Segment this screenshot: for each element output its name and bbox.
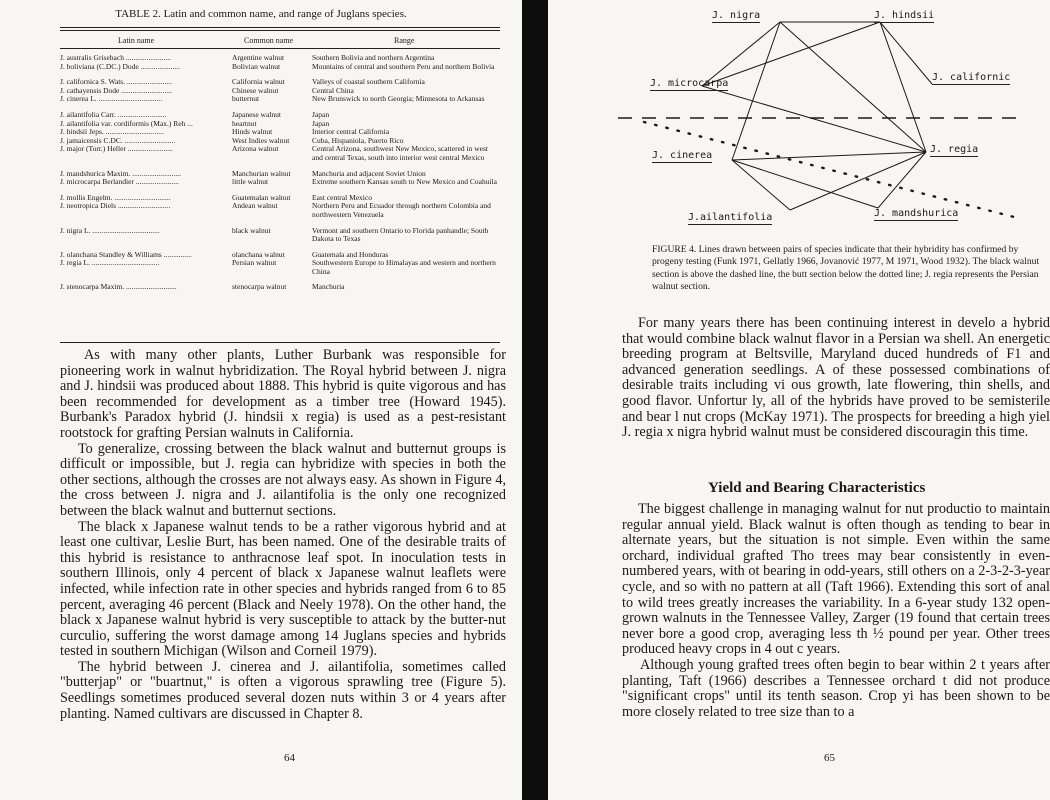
cell-common-name: black walnut: [232, 226, 271, 235]
cell-latin-name: J. hindsii Jeps. ...............................: [60, 128, 164, 137]
cell-common-name: Argentine walnut: [232, 54, 285, 62]
hybrid-line: [780, 22, 926, 152]
cell-latin-name: J. australis Grisebach ........................: [60, 54, 171, 62]
table-row: [60, 178, 500, 187]
cell-range: Vermont and southern Ontario to Florida panhandle; South Dakota to Texas: [312, 225, 489, 244]
hybrid-line: [702, 22, 780, 86]
cell-common-name: little walnut: [232, 178, 269, 187]
table-row: [60, 283, 500, 292]
cell-range: New Brunswick to north Georgia; Minnesota to Arkansas: [312, 94, 485, 104]
cell-latin-name: J. cinerea L. ..................................: [60, 95, 163, 104]
cell-common-name: Bolivian walnut: [232, 62, 281, 71]
table-row-gap: [60, 276, 500, 283]
header-latin: Latin name: [118, 36, 155, 45]
right-page: [548, 0, 1050, 800]
cell-latin-name: J. mandshurica Maxim. ..........................: [60, 169, 182, 178]
cell-common-name: stenocarpa walnut: [232, 283, 287, 292]
label-regia: J. regia: [930, 144, 979, 155]
cell-range: Mountains of central and southern Peru and northern Bolivia: [312, 61, 495, 71]
paragraph: To generalize, crossing between the black walnut and butternut groups is difficult or impossible, but J. regia can hybridize with species in both the other sections, although the crosses are not always easy. As shown in Figure 4, the cross between J. nigra and J. ailantifolia is the only one recognized between the black walnut and butternut sections.: [60, 440, 506, 519]
cell-common-name: Chinese walnut: [232, 86, 279, 95]
cell-common-name: West Indies walnut: [232, 136, 290, 145]
label-mandshurica: J. mandshurica: [874, 208, 959, 219]
cell-range: Extreme southern Kansas south to New Mexico and Coahuila: [312, 177, 497, 187]
right-body-text-1: [622, 316, 1050, 441]
paragraph: The biggest challenge in managing walnut for nut productio to maintain regular annual yield. Black walnut is often though as tending to bear in alternate years, but the situation is not simple. Even within the same orchard, individual grafted Tho trees may bear consistently in even-numbered years, with ot bearing in odd-years, still others on a 2-3-2-3-year cycle, and so with no pattern at all (Taft 1966). Extending this sort of anal to wild trees greatly increases the variability. In a 6-year study 132 open-grown walnuts in the Tennessee Valley, Zarger (19 found that certain trees never bore a good crop, averaging less th ½ pound per year. Other trees produced heavy crops in 4 out c years.: [622, 501, 1050, 658]
table-caption: TABLE 2. Latin and common name, and range of Juglans species.: [115, 8, 407, 20]
hybrid-lines-svg: [548, 0, 1050, 240]
cell-latin-name: J. cathayensis Dode ...........................: [60, 86, 172, 95]
table-row: [60, 95, 500, 104]
table-row-gap: [60, 104, 500, 111]
cell-latin-name: J. neotropica Diels ............................: [60, 202, 171, 211]
hybrid-line: [732, 152, 926, 160]
hybridization-diagram: [548, 0, 1050, 240]
hybrid-line: [732, 22, 780, 160]
hybrid-line: [732, 160, 790, 210]
left-page: [0, 0, 522, 800]
table-row-gap: [60, 163, 500, 170]
cell-common-name: Guatemalan walnut: [232, 193, 291, 202]
cell-latin-name: J. californica S. Wats. ........................: [60, 78, 172, 87]
page-number: 65: [824, 752, 835, 764]
label-californica: J. californic: [932, 72, 1011, 83]
paragraph: Although young grafted trees often begin to bear within 2 t years after planting, Taft (1966) describes a Tennessee orchard t did not produce "significant crops" until its tenth season. Crop yi has been shown to be more closely related to tree size than to a: [622, 656, 1050, 720]
table-row: [60, 78, 500, 87]
label-nigra: J. nigra: [712, 10, 761, 21]
cell-range: Northern Peru and Ecuador through northern Colombia and northwestern Venezuela: [312, 201, 491, 219]
label-hindsii: J. hindsii: [874, 10, 935, 21]
book-gutter: [522, 0, 548, 800]
label-microcarpa: J. microcarpa: [650, 78, 729, 89]
paragraph: The black x Japanese walnut tends to be a rather vigorous hybrid and at least one cultivar, Leslie Burt, has been named. One of the desirable traits of this hybrid is resistance to anthracnose leaf spot. In inoculation tests in southern Illinois, only 4 percent of black x Japanese walnut leaflets were infected, while infection rate in other species and hybrids ranged from 6 to 85 percent, averaging 46 percent (Black and Neely 1978). On the other hand, the black x Japanese walnut hybrid is very susceptible to attack by the butter-nut curculio, suffering the worst damage among 14 Juglans species and hybrids tested in southern Michigan (Wilson and Corneil 1979).: [60, 518, 506, 660]
section-heading: Yield and Bearing Characteristics: [708, 480, 926, 496]
paragraph: The hybrid between J. cinerea and J. ailantifolia, sometimes called "butterjap" or "buartnut," is often a vigorous sprawling tree (Figure 5). Seedlings sometimes produced several dozen nuts within 3 or 4 years after planting. Named cultivars are discussed in Chapter 8.: [60, 658, 506, 722]
table-bottom-rule: [60, 342, 500, 343]
cell-latin-name: J. regia L. ....................................: [60, 259, 160, 268]
label-cinerea: J. cinerea: [652, 150, 713, 161]
table-row: [60, 111, 500, 120]
cell-common-name: Hinds walnut: [232, 128, 273, 137]
cell-range: Cuba, Hispaniola, Puerto Rico: [312, 135, 404, 145]
hybrid-line: [878, 152, 926, 208]
cell-latin-name: J. ailantifolia var. cordiformis (Max.) Reh ...: [60, 119, 193, 128]
cell-range: Guatemala and Honduras: [312, 249, 389, 259]
cell-range: Valleys of coastal southern California: [312, 77, 425, 87]
table-row: [60, 145, 500, 162]
cell-latin-name: J. ailantifolia Carr. ..........................: [60, 110, 167, 119]
cell-range: Central China: [312, 85, 354, 95]
table-row-gap: [60, 71, 500, 78]
section-divider-dotted: [644, 122, 1018, 218]
hybrid-line: [702, 86, 926, 152]
header-common: Common name: [244, 36, 294, 45]
cell-common-name: Japanese walnut: [232, 110, 281, 119]
label-ailantifolia: J.ailantifolia: [688, 212, 773, 223]
table-row: [60, 227, 500, 244]
cell-latin-name: J. jamaicensis C.DC. ...........................: [60, 136, 176, 145]
cell-common-name: California walnut: [232, 78, 285, 87]
hybrid-line: [732, 160, 878, 208]
cell-range: Manchuria and adjacent Soviet Union: [312, 168, 426, 178]
cell-range: Southern Bolivia and northern Argentina: [312, 53, 435, 62]
table-row-gap: [60, 244, 500, 251]
table-row: [60, 63, 500, 72]
cell-range: Southwestern Europe to Himalayas and western and northern China: [312, 258, 496, 276]
cell-common-name: butternut: [232, 95, 260, 104]
cell-range: Japan: [312, 118, 330, 128]
cell-latin-name: J. major (Torr.) Heller ........................: [60, 145, 173, 154]
table-row-gap: [60, 187, 500, 194]
hybrid-line: [880, 22, 932, 84]
cell-latin-name: J. boliviana (C.DC.) Dode .....................: [60, 62, 180, 71]
cell-range: Japan: [312, 109, 330, 119]
page-number: 64: [284, 752, 295, 764]
right-body-text-2: [622, 502, 1050, 720]
paragraph: For many years there has been continuing interest in develo a hybrid that would combine black walnut flavor in a Persian wa shell. An energetic breeding program at Beltsville, Maryland duced hundreds of F1 and advanced generation seedlings. A of these possessed combinations of desirable traits including vi ous growth, late flowering, thin shells, and good flavor. Unfortur ly, all of the hybrids have proved to be semisterile and bear l nut crops (McKay 1971). The prospects for breeding a high yiel J. regia x nigra hybrid walnut must be considered discouragin this time.: [622, 315, 1050, 441]
cell-common-name: heartnut: [232, 119, 257, 128]
left-body-text: [60, 348, 506, 722]
paragraph: As with many other plants, Luther Burbank was responsible for pioneering work in walnut hybridization. The Royal hybrid between J. nigra and J. hindsii was produced about 1888. This hybrid is quite vigorous and has been recommended for development as a timber tree (Howard 1945). Burbank's Paradox hybrid (J. hindsii x regia) is used as a pest-resistant rootstock for grafting Persian walnuts in California.: [60, 347, 506, 441]
table-row: [60, 202, 500, 219]
table-row: [60, 128, 500, 137]
cell-common-name: Andean walnut: [232, 202, 278, 211]
table-row: [60, 120, 500, 129]
hybrid-line: [880, 22, 926, 152]
cell-latin-name: J. nigra L. ....................................: [60, 226, 160, 235]
cell-range: East central Mexico: [312, 192, 372, 202]
cell-common-name: Arizona walnut: [232, 145, 279, 154]
cell-latin-name: J. mollis Engelm. ..............................: [60, 193, 171, 202]
table-header-rule: [60, 48, 500, 49]
cell-common-name: olanchana walnut: [232, 250, 285, 259]
cell-latin-name: J. microcarpa Berlandier .......................: [60, 178, 179, 187]
cell-latin-name: J. stenocarpa Maxim. ...........................: [60, 283, 177, 292]
species-table: [60, 54, 500, 292]
cell-common-name: Persian walnut: [232, 259, 277, 268]
cell-common-name: Manchurian walnut: [232, 169, 291, 178]
cell-range: Central Arizona, southwest New Mexico, scattered in west and central Texas, south into interior west central Mexico: [312, 144, 488, 162]
figure-caption: FIGURE 4. Lines drawn between pairs of species indicate that their hybridity has confirmed by progeny testing (Funk 1971, Gellatly 1966, Jovanović 1977, M 1971, Wood 1932). The black walnut section is above the dashed line, the butt section below the dotted line; J. regia represents the Persian walnut section.: [652, 244, 1040, 293]
table-row: [60, 259, 500, 276]
table-top-rule: [60, 27, 500, 28]
header-range: Range: [394, 36, 415, 45]
cell-latin-name: J. olanchana Standley & Williams ...............: [60, 250, 192, 259]
table-top-rule-double: [60, 30, 500, 31]
cell-range: Interior central California: [312, 127, 390, 137]
cell-range: Manchuria: [312, 282, 345, 292]
